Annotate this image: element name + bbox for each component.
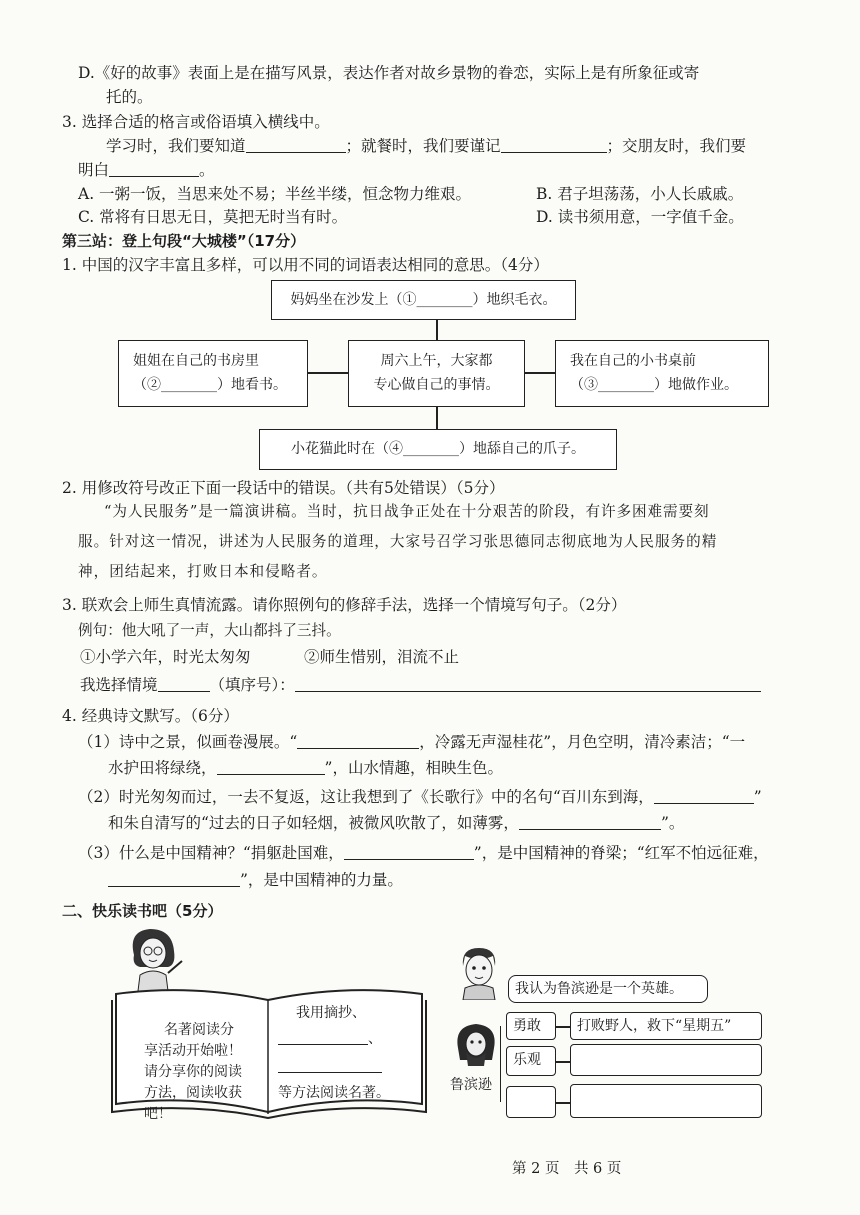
situation-2: ②师生惜别，泪流不止 [304, 648, 460, 666]
station-3-heading: 第三站：登上句段“大城楼”（17分） [62, 232, 306, 250]
poem-3-line1: （3）什么是中国精神？“捐躯赴国难， ”，是中国精神的脊梁；“红军不怕远征难， [78, 844, 769, 862]
option-c: C. 常将有日思无日，莫把无时当有时。 [78, 208, 348, 226]
book-left-text: 名著阅读分 享活动开始啦！ 请分享你的阅读 方法，阅读收获吧！ [144, 1022, 242, 1122]
blank[interactable] [246, 136, 346, 153]
blank[interactable] [501, 136, 607, 153]
diagram-top-box: 妈妈坐在沙发上（①________）地织毛衣。 [271, 280, 576, 320]
deed-blank[interactable] [570, 1084, 762, 1118]
poem-2-line1: （2）时光匆匆而过，一去不复返，这让我想到了《长歌行》中的名句“百川东到海， ” [78, 788, 762, 806]
blank[interactable] [278, 1056, 382, 1073]
paragraph-line2: 服。针对这一情况，讲述为人民服务的道理，大家号召学习张思德同志彻底地为人民服务的精 [78, 533, 718, 550]
diagram-right-box: 我在自己的小书桌前 （③________）地做作业。 [555, 340, 769, 407]
robinson-label: 鲁滨逊 [450, 1077, 492, 1093]
book-right-blank1: 、 [278, 1028, 382, 1050]
blank[interactable] [109, 160, 199, 177]
example-sentence: 例句：他大吼了一声，大山都抖了三抖。 [78, 622, 341, 639]
option-d-line1: D.《好的故事》表面上是在描写风景，表达作者对故乡景物的眷恋，实际上是有所象征或寄 [78, 64, 700, 82]
diagram-bottom-box: 小花猫此时在（④________）地舔自己的爪子。 [259, 429, 617, 470]
section-3-q2: 2. 用修改符号改正下面一段话中的错误。（共有5处错误）（5分） [62, 479, 505, 497]
blank[interactable] [278, 1028, 368, 1045]
book-right-blank2 [278, 1056, 382, 1078]
trait-brave: 勇敢 [506, 1012, 556, 1040]
trait-blank[interactable] [506, 1086, 556, 1118]
option-a: A. 一粥一饭，当思来处不易；半丝半缕，恒念物力维艰。 [78, 185, 472, 203]
deed-brave: 打败野人，救下“星期五” [570, 1012, 762, 1040]
answer-line[interactable] [295, 675, 761, 692]
question-3-sentence: 学习时，我们要知道 ；就餐时，我们要谨记 ；交朋友时，我们要 [106, 137, 747, 155]
section-3-q1: 1. 中国的汉字丰富且多样，可以用不同的词语表达相同的意思。（4分） [62, 256, 549, 274]
question-3-sentence-end: 明白 。 [78, 161, 215, 179]
page-footer: 第 2 页 共 6 页 [512, 1161, 622, 1177]
poem-1-line2: 水护田将绿绕， ”，山水情趣，相映生色。 [108, 759, 503, 777]
option-d: D. 读书须用意，一字值千金。 [536, 208, 744, 226]
deed-optimistic-blank[interactable] [570, 1044, 762, 1076]
section-2-heading: 二、快乐读书吧（5分） [62, 902, 223, 920]
option-b: B. 君子坦荡荡，小人长戚戚。 [536, 185, 744, 203]
blank[interactable] [158, 675, 210, 692]
book-right-last: 等方法阅读名著。 [278, 1085, 390, 1101]
situation-1: ①小学六年，时光太匆匆 [80, 648, 251, 666]
paragraph-line1: “为人民服务”是一篇演讲稿。当时，抗日战争正处在十分艰苦的阶段，有许多困难需要刻 [104, 503, 710, 520]
blank[interactable] [297, 732, 419, 749]
diagram-left-box: 姐姐在自己的书房里 （②________）地看书。 [118, 340, 308, 407]
question-3-title: 3. 选择合适的格言或俗语填入横线中。 [62, 113, 330, 131]
paragraph-line3: 神，团结起来，打败日本和侵略者。 [78, 563, 328, 580]
choose-situation: 我选择情境 （填序号）： [80, 674, 761, 696]
poem-3-line2: ”，是中国精神的力量。 [108, 869, 403, 891]
poem-1-line1: （1）诗中之景，似画卷漫展。“ ，冷露无声湿桂花”，月色空明，清冷素洁；“一 [78, 733, 746, 751]
student-avatar-icon [455, 944, 505, 1000]
blank[interactable] [654, 787, 754, 804]
blank[interactable] [108, 870, 240, 887]
diagram-center-box: 周六上午，大家都 专心做自己的事情。 [348, 340, 525, 407]
book-right-line1: 我用摘抄、 [296, 1005, 366, 1021]
blank[interactable] [217, 758, 325, 775]
section-3-q3: 3. 联欢会上师生真情流露。请你照例句的修辞手法，选择一个情境写句子。（2分） [62, 596, 627, 614]
option-d-line2: 托的。 [106, 88, 153, 106]
teacher-illustration [120, 925, 190, 995]
robinson-avatar-icon [452, 1020, 502, 1072]
blank[interactable] [344, 843, 474, 860]
poem-2-line2: 和朱自清写的“过去的日子如轻烟，被微风吹散了，如薄雾， ”。 [108, 814, 685, 832]
section-3-q4: 4. 经典诗文默写。（6分） [62, 707, 239, 725]
blank[interactable] [519, 813, 661, 830]
speech-bubble: 我认为鲁滨逊是一个英雄。 [508, 975, 708, 1003]
trait-optimistic: 乐观 [506, 1046, 556, 1076]
